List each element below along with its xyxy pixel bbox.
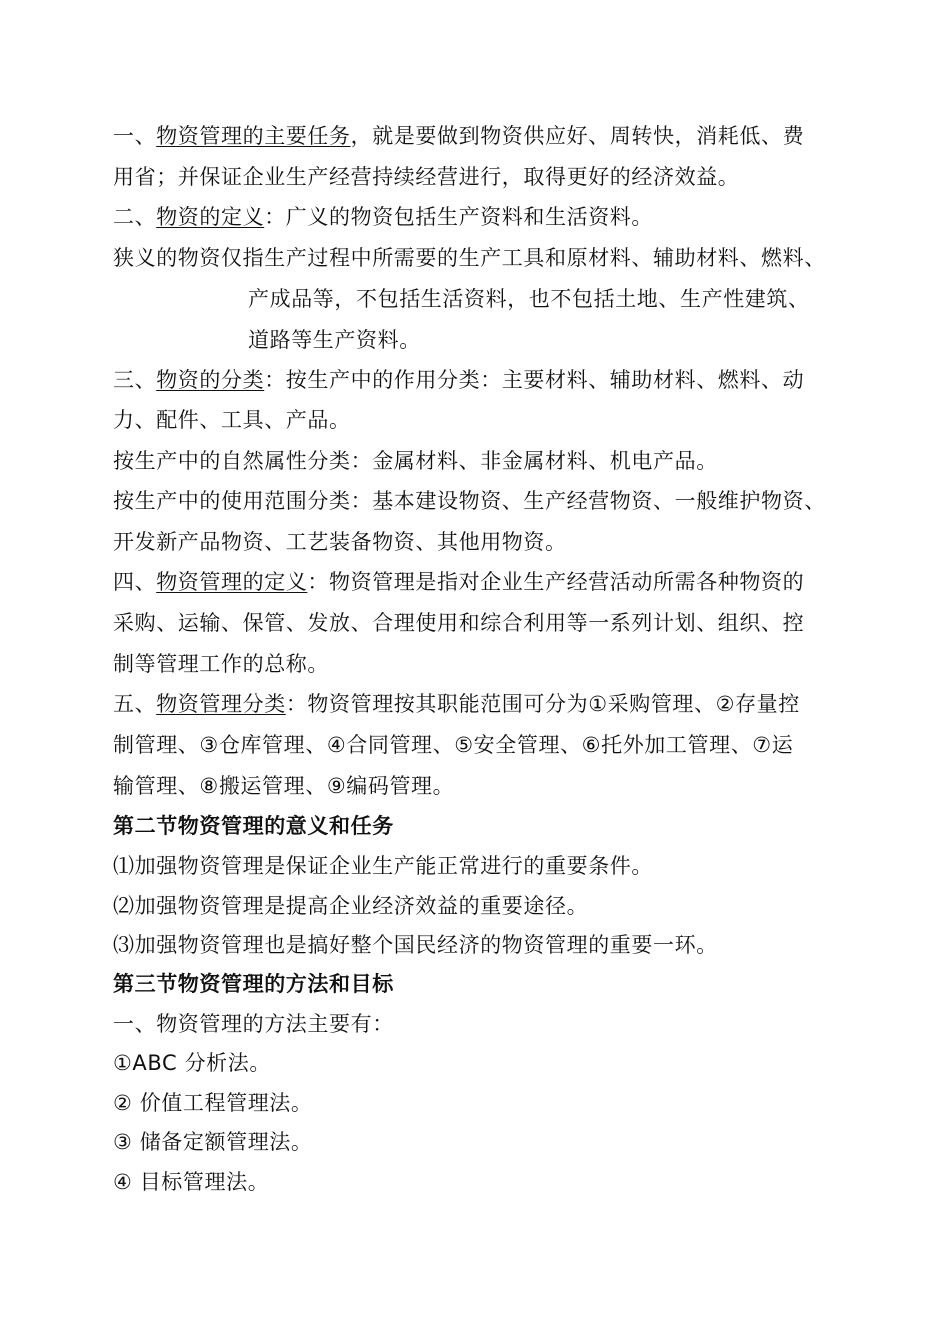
section-3-line <box>113 366 804 394</box>
section-5-line <box>113 690 800 718</box>
section-prefix: 四、 <box>113 570 157 594</box>
section-heading-3: 第三节物资管理的方法和目标 <box>113 972 394 996</box>
paragraph-line: 制管理、③仓库管理、④合同管理、⑤安全管理、⑥托外加工管理、⑦运 <box>113 733 794 757</box>
section-4-line <box>113 568 804 596</box>
section-prefix: 二、 <box>113 205 157 229</box>
paragraph-line-indented: 产成品等，不包括生活资料，也不包括土地、生产性建筑、 <box>248 287 810 311</box>
list-item: ③ 储备定额管理法。 <box>113 1130 313 1154</box>
paragraph-line: 力、配件、工具、产品。 <box>113 408 351 432</box>
paragraph-line: 开发新产品物资、工艺装备物资、其他用物资。 <box>113 530 567 554</box>
section-text: ：广义的物资包括生产资料和生活资料。 <box>264 205 654 229</box>
section-term: 物资管理的定义 <box>156 570 308 594</box>
section-term: 物资管理的主要任务 <box>156 124 351 148</box>
paragraph-line: 一、物资管理的方法主要有： <box>113 1012 394 1036</box>
section-term: 物资管理分类 <box>156 692 286 716</box>
paragraph-line: 输管理、⑧搬运管理、⑨编码管理。 <box>113 774 455 798</box>
section-2-line <box>113 203 653 231</box>
section-text: ，就是要做到物资供应好、周转快，消耗低、费 <box>350 124 805 148</box>
section-prefix: 五、 <box>113 692 157 716</box>
section-text: ：物资管理按其职能范围可分为①采购管理、②存量控 <box>285 692 800 716</box>
section-term: 物资的定义 <box>156 205 265 229</box>
list-item: ② 价值工程管理法。 <box>113 1091 313 1115</box>
paragraph-line: 狭义的物资仅指生产过程中所需要的生产工具和原材料、辅助材料、燃料、 <box>113 246 826 270</box>
paragraph-line: 制等管理工作的总称。 <box>113 652 329 676</box>
section-term: 物资的分类 <box>156 368 265 392</box>
paragraph-line-indented: 道路等生产资料。 <box>248 328 421 352</box>
section-prefix: 三、 <box>113 368 157 392</box>
list-item: ④ 目标管理法。 <box>113 1170 270 1194</box>
list-item: ⑵加强物资管理是提高企业经济效益的重要途径。 <box>113 894 589 918</box>
section-1-line <box>113 122 804 150</box>
paragraph-line: 用省；并保证企业生产经营持续经营进行，取得更好的经济效益。 <box>113 165 740 189</box>
list-item: ①ABC 分析法。 <box>113 1051 271 1075</box>
section-heading-2: 第二节物资管理的意义和任务 <box>113 814 394 838</box>
paragraph-line: 按生产中的使用范围分类：基本建设物资、生产经营物资、一般维护物资、 <box>113 489 826 513</box>
paragraph-line: 按生产中的自然属性分类：金属材料、非金属材料、机电产品。 <box>113 449 718 473</box>
section-text: ：物资管理是指对企业生产经营活动所需各种物资的 <box>307 570 805 594</box>
paragraph-line: 采购、运输、保管、发放、合理使用和综合利用等一系列计划、组织、控 <box>113 611 805 635</box>
section-text: ：按生产中的作用分类：主要材料、辅助材料、燃料、动 <box>264 368 805 392</box>
list-item: ⑶加强物资管理也是搞好整个国民经济的物资管理的重要一环。 <box>113 933 718 957</box>
list-item: ⑴加强物资管理是保证企业生产能正常进行的重要条件。 <box>113 854 653 878</box>
section-prefix: 一、 <box>113 124 157 148</box>
